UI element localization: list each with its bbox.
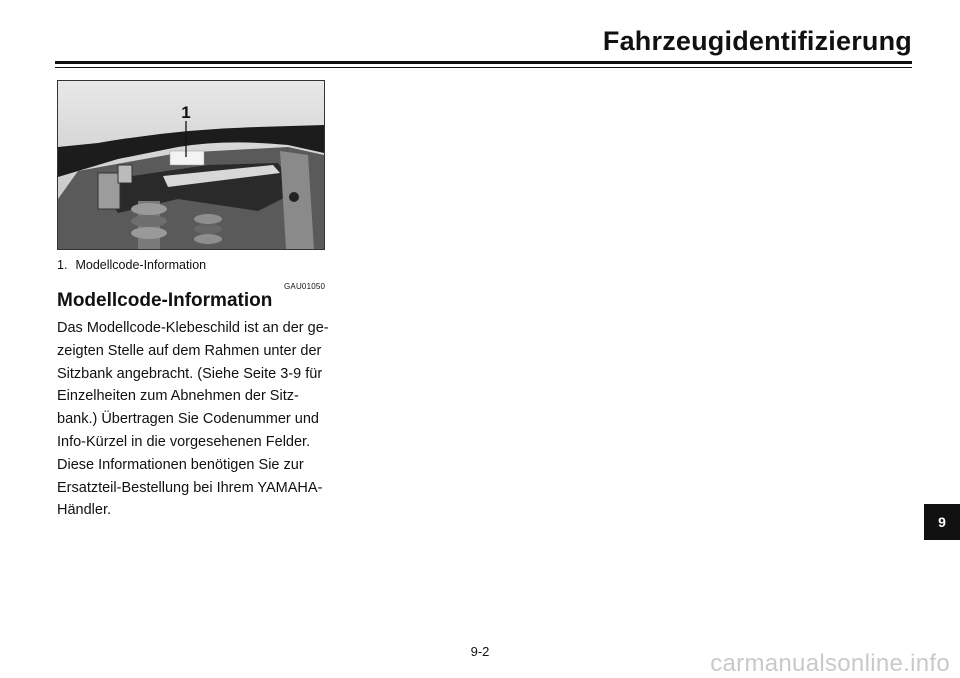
figure-caption-text: Modellcode-Information (75, 258, 207, 272)
section-heading: Modellcode-Information (57, 290, 273, 311)
body-line: zeigten Stelle auf dem Rahmen unter der (57, 342, 322, 359)
body-line: Diese Informationen benötigen Sie zur (57, 456, 304, 473)
header-rule-thick (55, 61, 912, 64)
body-line: Das Modellcode-Klebeschild ist an der ge- (57, 320, 329, 336)
chapter-tab: 9 (924, 504, 960, 540)
page-header-title: Fahrzeugidentifizierung (602, 26, 912, 56)
watermark: carmanualsonline.info (710, 650, 950, 677)
body-line: Sitzbank angebracht. (Siehe Seite 3-9 für (57, 365, 323, 382)
callout-number: 1 (181, 103, 191, 122)
frame-under-seat-illustration (58, 81, 324, 249)
page-number: 9-2 (470, 644, 490, 659)
body-line: Ersatzteil-Bestellung bei Ihrem YAMAHA- (57, 479, 323, 496)
model-label-photo (57, 80, 325, 250)
section-body (57, 317, 332, 522)
body-line: Info-Kürzel in die vorgesehenen Felder. (57, 433, 311, 450)
header-rule-thin (55, 67, 912, 68)
body-line: Einzelheiten zum Abnehmen der Sitz- (57, 388, 299, 405)
figure-caption (57, 258, 206, 272)
figure-caption-number: 1. (57, 258, 68, 272)
section-reference-code: GAU01050 (284, 282, 326, 291)
body-line: Händler. (57, 502, 112, 519)
body-line: bank.) Übertragen Sie Codenummer und (57, 411, 319, 428)
